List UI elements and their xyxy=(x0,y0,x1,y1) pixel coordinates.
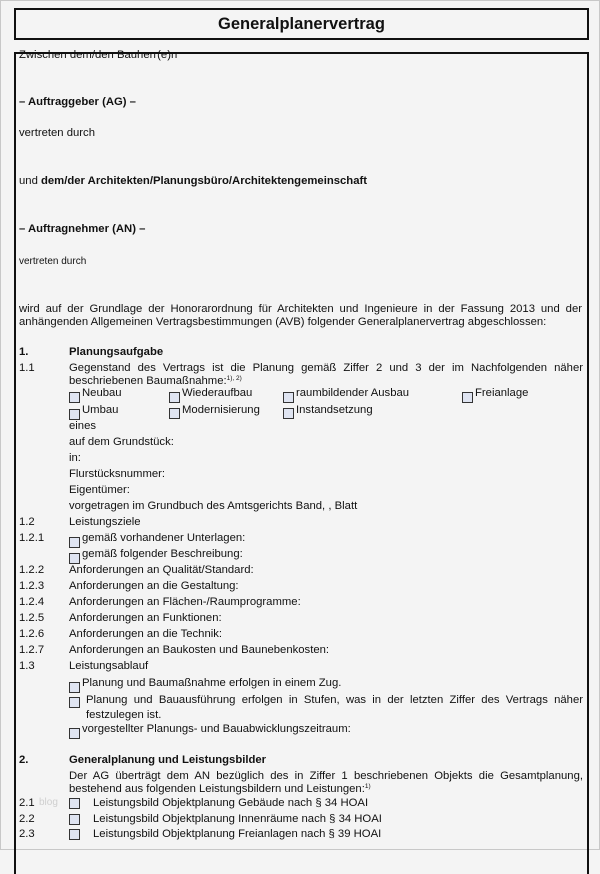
checkbox-neubau[interactable] xyxy=(69,392,80,403)
checkbox-vorhandene-unterlagen[interactable] xyxy=(69,537,80,548)
req-text: Anforderungen an Baukosten und Baunebenkosten: xyxy=(69,644,330,656)
section-2-intro-text: bestehend aus folgenden Leistungsbildern und Leistungen: xyxy=(69,783,365,795)
checkbox-stufen[interactable] xyxy=(69,697,80,708)
option-folgende-beschreibung: gemäß folgender Beschreibung: xyxy=(82,548,243,560)
section-1-2-heading: Leistungsziele xyxy=(69,516,141,528)
item-text: Leistungsbild Objektplanung Freianlagen nach § 39 HOAI xyxy=(93,828,382,840)
option-freianlage: Freianlage xyxy=(475,387,529,399)
section-1-3-heading: Leistungsablauf xyxy=(69,660,149,672)
option-umbau: Umbau xyxy=(82,404,119,416)
field-grundstueck: auf dem Grundstück: xyxy=(69,436,174,448)
client-role: – Auftraggeber (AG) – xyxy=(19,96,136,108)
basis-line-2: anhängenden Allgemeinen Vertragsbestimmungen (AVB) folgender Generalplanervertrag abgeschlossen: xyxy=(19,316,547,328)
represented-by-client: vertreten durch xyxy=(19,127,95,139)
field-in: in: xyxy=(69,452,81,464)
contractor-role: – Auftragnehmer (AN) – xyxy=(19,223,146,235)
field-eigentuemer: Eigentümer: xyxy=(69,484,130,496)
req-text: Anforderungen an Qualität/Standard: xyxy=(69,564,254,576)
section-1-number: 1. xyxy=(19,346,29,358)
section-1-3-number: 1.3 xyxy=(19,660,35,672)
document-title: Generalplanervertrag xyxy=(14,8,589,40)
option-raumbildender-ausbau: raumbildender Ausbau xyxy=(296,387,410,399)
option-zeitraum: vorgestellter Planungs- und Bauabwicklungszeitraum: xyxy=(82,723,351,735)
section-1-1-number: 1.1 xyxy=(19,362,35,374)
contractor-party-label: dem/der Architekten/Planungsbüro/Architektengemeinschaft xyxy=(41,175,368,187)
checkbox-zeitraum[interactable] xyxy=(69,728,80,739)
field-eines: eines xyxy=(69,420,97,432)
option-modernisierung: Modernisierung xyxy=(182,404,260,416)
checkbox-ein-zug[interactable] xyxy=(69,682,80,693)
req-number: 1.2.4 xyxy=(19,596,45,608)
item-number: 2.1 xyxy=(19,797,35,809)
checkbox-modernisierung[interactable] xyxy=(169,408,180,419)
checkbox-instandsetzung[interactable] xyxy=(283,408,294,419)
option-vorhandene-unterlagen: gemäß vorhandener Unterlagen: xyxy=(82,532,246,544)
section-1-1-line-1: Gegenstand des Vertrags ist die Planung gemäß Ziffer 2 und 3 der im Nachfolgenden näher xyxy=(69,362,583,374)
section-2-heading: Generalplanung und Leistungsbilder xyxy=(69,754,267,766)
req-number: 1.2.3 xyxy=(19,580,45,592)
option-neubau: Neubau xyxy=(82,387,122,399)
section-2-intro-line-2 xyxy=(69,783,371,796)
footnote-ref: 1) xyxy=(364,783,371,790)
section-1-2-1-number: 1.2.1 xyxy=(19,532,45,544)
req-number: 1.2.6 xyxy=(19,628,45,640)
option-ein-zug: Planung und Baumaßnahme erfolgen in einem Zug. xyxy=(82,677,342,689)
watermark: blog xyxy=(39,797,58,808)
checkbox-folgende-beschreibung[interactable] xyxy=(69,553,80,564)
option-stufen-line-2: festzulegen ist. xyxy=(86,709,162,721)
checkbox-raumbildender-ausbau[interactable] xyxy=(283,392,294,403)
checkbox-freianlage[interactable] xyxy=(462,392,473,403)
checkbox-objektplanung-freianlagen[interactable] xyxy=(69,829,80,840)
footnote-ref: 1), 2) xyxy=(226,375,242,382)
req-text: Anforderungen an die Technik: xyxy=(69,628,223,640)
section-1-1-text: beschriebenen Baumaßnahme: xyxy=(69,375,227,387)
section-1-heading: Planungsaufgabe xyxy=(69,346,164,358)
req-text: Anforderungen an Funktionen: xyxy=(69,612,222,624)
req-text: Anforderungen an Flächen-/Raumprogramme: xyxy=(69,596,301,608)
section-1-2-number: 1.2 xyxy=(19,516,35,528)
option-instandsetzung: Instandsetzung xyxy=(296,404,373,416)
checkbox-objektplanung-gebaeude[interactable] xyxy=(69,798,80,809)
checkbox-umbau[interactable] xyxy=(69,409,80,420)
section-2-number: 2. xyxy=(19,754,29,766)
contractor-party xyxy=(19,175,367,188)
checkbox-wiederaufbau[interactable] xyxy=(169,392,180,403)
checkbox-objektplanung-innenraeume[interactable] xyxy=(69,814,80,825)
represented-by-contractor: vertreten durch xyxy=(19,256,87,267)
req-text: Anforderungen an die Gestaltung: xyxy=(69,580,239,592)
option-stufen-line-1: Planung und Bauausführung erfolgen in Stufen, was in der letzten Ziffer des Vertrags näher xyxy=(86,694,583,706)
field-flurstuecksnummer: Flurstücksnummer: xyxy=(69,468,166,480)
section-2-intro-line-1: Der AG überträgt dem AN bezüglich des in Ziffer 1 beschriebenen Objekts die Gesamtplanung, xyxy=(69,770,583,782)
req-number: 1.2.5 xyxy=(19,612,45,624)
item-text: Leistungsbild Objektplanung Gebäude nach § 34 HOAI xyxy=(93,797,369,809)
item-number: 2.2 xyxy=(19,813,35,825)
and-prefix: und xyxy=(19,175,41,187)
basis-line-1: wird auf der Grundlage der Honorarordnung für Architekten und Ingenieure in der Fassung 2013 und der xyxy=(19,303,582,315)
item-number: 2.3 xyxy=(19,828,35,840)
option-wiederaufbau: Wiederaufbau xyxy=(182,387,253,399)
req-number: 1.2.2 xyxy=(19,564,45,576)
field-grundbuch: vorgetragen im Grundbuch des Amtsgerichts Band, , Blatt xyxy=(69,500,358,512)
req-number: 1.2.7 xyxy=(19,644,45,656)
item-text: Leistungsbild Objektplanung Innenräume nach § 34 HOAI xyxy=(93,813,382,825)
between-label: Zwischen dem/den Bauherr(e)n xyxy=(19,49,178,61)
